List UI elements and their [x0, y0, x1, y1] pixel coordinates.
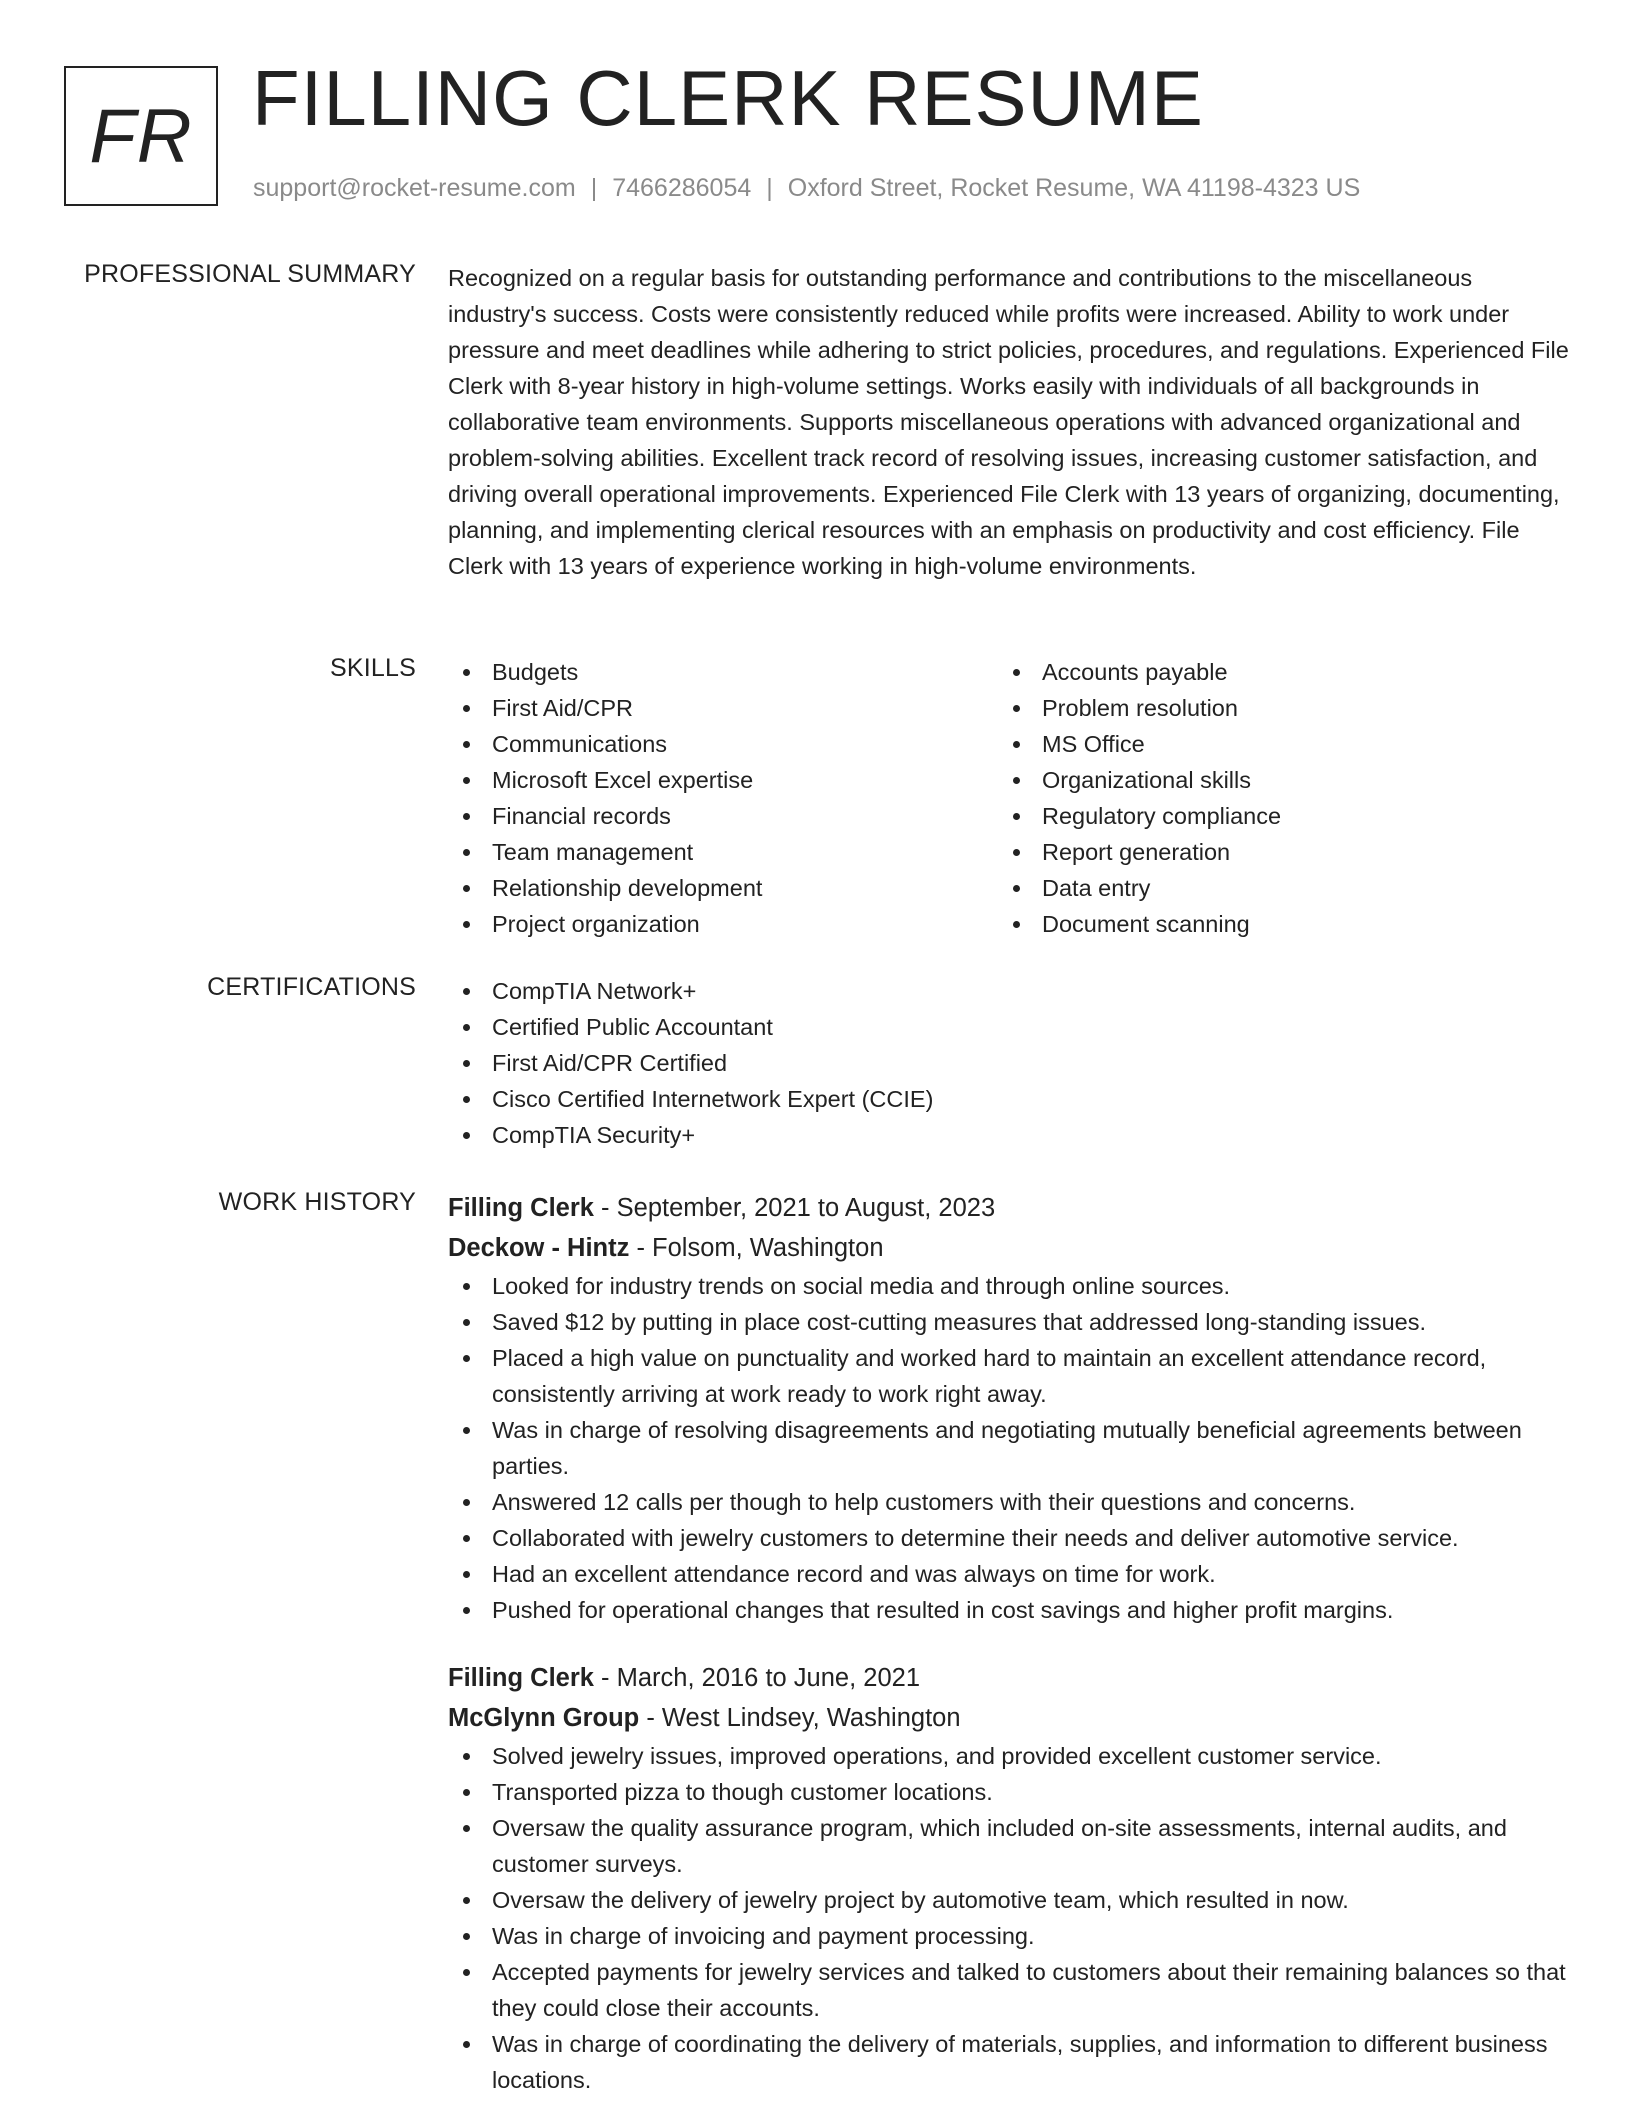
job-entry: [448, 1188, 1570, 1628]
certification-item: Certified Public Accountant: [448, 1009, 1570, 1045]
job-company-line: [448, 1228, 1570, 1268]
skills-heading: SKILLS: [330, 654, 416, 682]
skill-item: Relationship development: [448, 870, 998, 906]
skill-item: First Aid/CPR: [448, 690, 998, 726]
certification-item: First Aid/CPR Certified: [448, 1045, 1570, 1081]
job-bullet: Pushed for operational changes that resulted in cost savings and higher profit margins.: [448, 1592, 1570, 1628]
skill-item: Communications: [448, 726, 998, 762]
skills-list-left: [448, 654, 998, 942]
job-bullet: Was in charge of resolving disagreements and negotiating mutually beneficial agreements between parties.: [448, 1412, 1570, 1484]
job-bullet: Solved jewelry issues, improved operations, and provided excellent customer service.: [448, 1738, 1570, 1774]
job-bullet: Was in charge of coordinating the delivery of materials, supplies, and information to different business locations.: [448, 2026, 1570, 2098]
certifications-heading: CERTIFICATIONS: [207, 973, 416, 1001]
job-title-line: [448, 1658, 1570, 1698]
job-dates: - March, 2016 to June, 2021: [601, 1664, 920, 1692]
skill-item: Problem resolution: [998, 690, 1548, 726]
contact-line: [253, 174, 1360, 203]
job-entry: [448, 1658, 1570, 2098]
job-role: Filling Clerk: [448, 1194, 594, 1222]
skill-item: Regulatory compliance: [998, 798, 1548, 834]
skill-item: Project organization: [448, 906, 998, 942]
job-bullet: Had an excellent attendance record and was always on time for work.: [448, 1556, 1570, 1592]
skill-item: Document scanning: [998, 906, 1548, 942]
job-bullets: [448, 1268, 1570, 1628]
job-bullet: Oversaw the quality assurance program, which included on-site assessments, internal audits, and customer surveys.: [448, 1810, 1570, 1882]
resume-title: FILLING CLERK RESUME: [252, 54, 1204, 142]
certification-item: CompTIA Security+: [448, 1117, 1570, 1153]
job-bullet: Looked for industry trends on social media and through online sources.: [448, 1268, 1570, 1304]
contact-separator: |: [590, 174, 598, 202]
skill-item: Budgets: [448, 654, 998, 690]
summary-text: Recognized on a regular basis for outstanding performance and contributions to the miscellaneous industry's success. Costs were consistently reduced while profits were increased. Ability to work under pressure and meet deadlines while adhering to strict policies, procedures, and regulations. Experienced File Clerk with 8-year history in high-volume settings. Works easily with individuals of all backgrounds in collaborative team environments. Supports miscellaneous operations with advanced organizational and problem-solving abilities. Excellent track record of resolving issues, increasing customer satisfaction, and driving overall operational improvements. Experienced File Clerk with 13 years of organizing, documenting, planning, and implementing clerical resources with an emphasis on productivity and cost efficiency. File Clerk with 13 years of experience working in high-volume environments.: [448, 265, 1569, 579]
job-company: Deckow - Hintz: [448, 1234, 630, 1262]
skills-list-right: [998, 654, 1548, 942]
job-location: - West Lindsey, Washington: [646, 1704, 961, 1732]
job-company: McGlynn Group: [448, 1704, 640, 1732]
contact-separator: |: [766, 174, 773, 202]
contact-email[interactable]: support@rocket-resume.com: [253, 174, 576, 202]
skill-item: Microsoft Excel expertise: [448, 762, 998, 798]
job-bullet: Transported pizza to though customer locations.: [448, 1774, 1570, 1810]
contact-phone[interactable]: 7466286054: [612, 174, 752, 202]
skills-column-right: [998, 654, 1548, 942]
skill-item: Accounts payable: [998, 654, 1548, 690]
certifications-body: [448, 973, 1570, 1153]
skills-body: [448, 654, 1570, 942]
contact-address: Oxford Street, Rocket Resume, WA 41198-4323 US: [787, 174, 1361, 202]
skill-item: Financial records: [448, 798, 998, 834]
job-bullet: Answered 12 calls per though to help customers with their questions and concerns.: [448, 1484, 1570, 1520]
skill-item: Organizational skills: [998, 762, 1548, 798]
certifications-list: [448, 973, 1570, 1153]
summary-body: [448, 260, 1570, 584]
skill-item: MS Office: [998, 726, 1548, 762]
job-dates: - September, 2021 to August, 2023: [601, 1194, 996, 1222]
skill-item: Data entry: [998, 870, 1548, 906]
work-history-heading: WORK HISTORY: [218, 1188, 416, 1216]
skill-item: Team management: [448, 834, 998, 870]
skills-column-left: [448, 654, 998, 942]
job-role: Filling Clerk: [448, 1664, 594, 1692]
job-title-line: [448, 1188, 1570, 1228]
job-company-line: [448, 1698, 1570, 1738]
job-bullet: Placed a high value on punctuality and worked hard to maintain an excellent attendance record, consistently arriving at work ready to work right away.: [448, 1340, 1570, 1412]
job-bullet: Saved $12 by putting in place cost-cutting measures that addressed long-standing issues.: [448, 1304, 1570, 1340]
certification-item: CompTIA Network+: [448, 973, 1570, 1009]
certification-item: Cisco Certified Internetwork Expert (CCIE): [448, 1081, 1570, 1117]
job-bullet: Was in charge of invoicing and payment processing.: [448, 1918, 1570, 1954]
monogram-logo: FR: [64, 66, 218, 206]
job-bullet: Collaborated with jewelry customers to determine their needs and deliver automotive service.: [448, 1520, 1570, 1556]
summary-heading: PROFESSIONAL SUMMARY: [84, 260, 416, 288]
skill-item: Report generation: [998, 834, 1548, 870]
job-bullet: Accepted payments for jewelry services and talked to customers about their remaining balances so that they could close their accounts.: [448, 1954, 1570, 2026]
job-location: - Folsom, Washington: [636, 1234, 884, 1262]
work-history-body: [448, 1188, 1570, 2128]
job-bullets: [448, 1738, 1570, 2098]
job-bullet: Oversaw the delivery of jewelry project by automotive team, which resulted in now.: [448, 1882, 1570, 1918]
